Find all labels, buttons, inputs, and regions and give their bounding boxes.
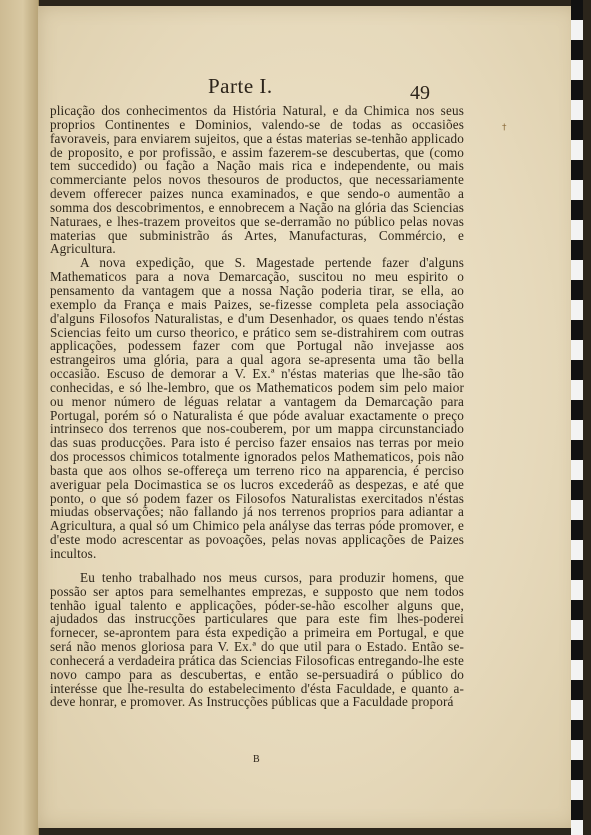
paragraph-3: Eu tenho trabalhado nos meus cursos, para produzir homens, que possão ser aptos para semelhantes emprezas, e supposto que nem todos tenhão igual talento e applicações, póder-se-hão escolher alguns que, ajudados das instrucções particulares que para este fim lhes-poderei fornecer, se-aprontem para ésta expedição a primeira em Portugal, e que será não menos gloriosa para V. Ex.ª do que util para o Estado. Então se-conhecerá a verdadeira prática das Sciencias Filosoficas entregando-lhe este novo campo para as descubertas, e então se-persuadirá o público do interésse que lhe-resulta do estabelecimento d'ésta Faculdade, e quanto a-deve honrar, e promover. As Instrucções públicas que a Faculdade proporá	[50, 569, 464, 710]
running-head: Parte I.	[208, 74, 273, 98]
facing-page-edge	[0, 0, 39, 835]
margin-mark: †	[502, 123, 507, 133]
body-text	[50, 104, 464, 744]
signature-mark: B	[253, 754, 260, 765]
paragraph-1: plicação dos conhecimentos da História Natural, e da Chimica nos seus proprios Continentes e Dominios, valendo-se de todas as occasiões favoraveis, para enviarem sujeitos, que a éstas materias se-tenhão applicado de proposito, e por profissão, e assim fazerem-se descubertas, que (como tem succedido) ou fação a Nação mais rica e independente, ou mais commerciante pelos novos thesouros de productos, que necessariamente devem offerecer paizes nunca examinados, e que sendo-o aumentão a somma dos descobrimentos, e ennobrecem a Nação na glória das Sciencias Naturaes, e lhes-trazem proveitos que se-derramão no público pelas novas materias que subministrão ás Artes, Manufacturas, Commércio, e Agricultura.	[50, 103, 464, 257]
page-number: 49	[410, 82, 430, 104]
paragraph-2: A nova expedição, que S. Magestade pertende fazer d'alguns Mathematicos para a nova Demarcação, suscitou no meu espirito o pensamento da vantagem que a nossa Nação poderia tirar, se ella, ao exemplo da França e mais Paizes, se-fizesse completa pela associação d'alguns Filosofos Naturalistas, e d'um Desenhador, os quaes tendo n'éstas Sciencias feito um curso theorico, e prático sem se-distrahirem com outras applicações, podessem fazer com que Portugal não invejasse aos estrangeiros uma glória, para a qual agora se-apresenta uma tão bella occasião. Escuso de demorar a V. Ex.ª n'éstas materias que lhe-são tão conhecidas, e só lhe-lembro, que os Mathematicos podem sim pelo maior ou menor número de léguas relatar a vantagem da Demarcação para Portugal, porém só o Naturalista é que póde avaluar exactamente o preço intrinseco dos terrenos que nos-couberem, por um mappa circunstanciado das suas producções. Para isto é perciso fazer ensaios nas terras por meio dos processos chimicos totalmente ignorados pelos Mathematicos, pois não basta que aos olhos se-offereça um terreno rico na apparencia, é perciso averiguar pela Docimastica se os lucros excederáõ as despezas, e até que ponto, o que só podem fazer os Filosofos Naturalistas exercitados n'éstas miudas observações; não fallando já nos terrenos proprios para adiantar a Agricultura, a qual só um Chimico pela anályse das terras póde promover, e d'este modo acrescentar as povoações, pelas novas applicações de Paizes incultos.	[50, 255, 464, 561]
scan-ruler	[571, 0, 583, 835]
